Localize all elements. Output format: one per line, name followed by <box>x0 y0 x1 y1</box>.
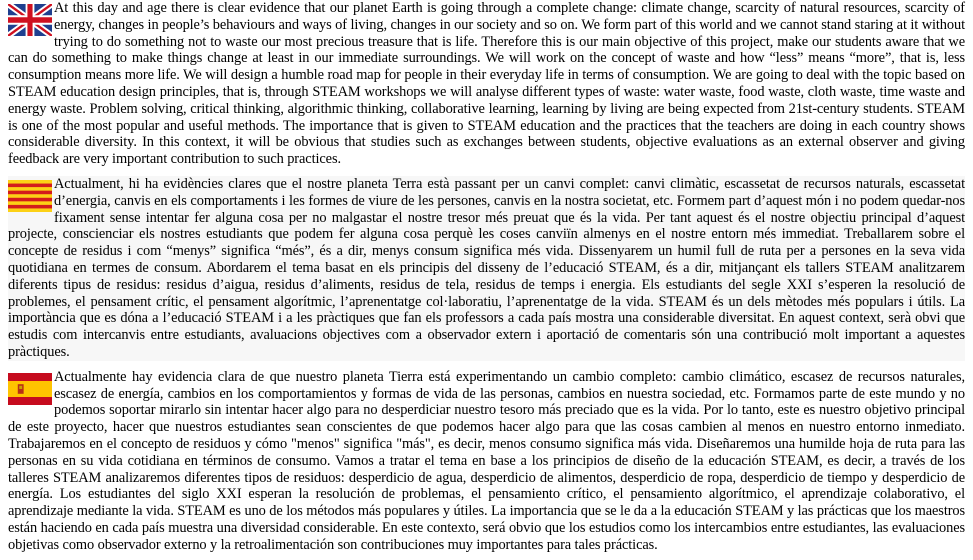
catalan-section <box>8 176 965 361</box>
spanish-section <box>8 369 965 554</box>
spanish-paragraph <box>8 369 965 554</box>
uk-flag-icon <box>8 4 52 36</box>
english-paragraph <box>8 0 965 168</box>
english-section <box>8 0 965 168</box>
catalonia-flag-icon <box>8 180 52 212</box>
catalan-text: Actualment, hi ha evidències clares que el nostre planeta Terra està passant per un canvi complet: canvi climàtic, escassetat de recursos naturals, escassetat d’energia, canvis en els comportaments i les formes de viure de les persones, canvis en la nostra societat, etc. Formem part d’aquest món i no podem quedar-nos fixament sense intentar fer alguna cosa per no malgastar el nostre tresor més preuat que és la vida. Per tant aquest és el nostre objectiu principal d’aquest projecte, conscienciar els nostres estudiants que podem fer alguna cosa perquè les coses canviïn almenys en el nostre entorn més immediat. Treballarem sobre el concepte de residus i com “menys” significa “més”, és a dir, menys consum significa més vida. Dissenyarem un humil full de ruta per a persones en la seva vida quotidiana en termes de consum. Abordarem el tema basat en els principis del disseny de l’educació STEAM, és a dir, mitjançant els tallers STEAM analitzarem diferents tipus de residus: residus d’aigua, residus d’aliments, residus de tela, residus de temps i energia. Els estudiants del segle XXI s’esperen la resolució de problemes, el pensament crític, el pensament algorítmic, l’aprenentatge col·laboratiu, l’aprenentatge de la vida. STEAM és un dels mètodes més populars i útils. La importància que es dóna a l’educació STEAM i a les pràctiques que fan els professors a cada país mostra una considerable diversitat. En aquest context, serà obvi que estudis com intercanvis entre estudiants, avaluacions objectives com a observador extern i aportació de comentaris són una contribució molt important a aquestes pràctiques. <box>8 175 965 360</box>
english-text: At this day and age there is clear evidence that our planet Earth is going through a complete change: climate change, scarcity of natural resources, scarcity of energy, changes in people’s behaviours and ways of living, changes in our society and so on. We form part of this world and we cannot stand staring at it without trying to do something not to waste our most precious treasure that is life. Therefore this is our main objective of this project, make our students aware that we can do something to make things change at least in our immediate surroundings. We will work on the concept of waste and how “less” means “more”, that is, less consumption means more life. We will design a humble road map for people in their everyday life in terms of consumption. We are going to deal with the topic based on STEAM education design principles, that is, through STEAM workshops we will analyse different types of waste: water waste, food waste, cloth waste, time waste and energy waste. Problem solving, critical thinking, algorithmic thinking, collaborative learning, learning by living are being expected from 21st-century students. STEAM is one of the most popular and useful methods. The importance that is given to STEAM education and the practices that the teachers are doing in each country shows considerable diversity. In this context, it will be obvious that studies such as exchanges between students, objective evaluations as an external observer and giving feedback are very important contribution to such practices. <box>8 0 965 168</box>
spain-flag-icon <box>8 373 52 405</box>
catalan-paragraph <box>8 176 965 361</box>
spanish-text: Actualmente hay evidencia clara de que nuestro planeta Tierra está experimentando un cambio completo: cambio climático, escasez de recursos naturales, escasez de energía, cambios en los comportamientos y formas de vida de las personas, cambios en nuestra sociedad, etc. Formamos parte de este mundo y no podemos soportar mirarlo sin intentar hacer algo para no desperdiciar nuestro tesoro más preciado que es la vida. Por lo tanto, este es nuestro objetivo principal de este proyecto, hacer que nuestros estudiantes sean conscientes de que podemos hacer algo para que las cosas cambien al menos en nuestro entorno inmediato. Trabajaremos en el concepto de residuos y cómo "menos" significa "más", es decir, menos consumo significa más vida. Diseñaremos una humilde hoja de ruta para las personas en su vida cotidiana en términos de consumo. Vamos a tratar el tema en base a los principios de diseño de la educación STEAM, es decir, a través de los talleres STEAM analizaremos diferentes tipos de residuos: desperdicio de agua, desperdicio de alimentos, desperdicio de ropa, desperdicio de tiempo y desperdicio de energía. Los estudiantes del siglo XXI esperan la resolución de problemas, el pensamiento crítico, el pensamiento algorítmico, el aprendizaje colaborativo, el aprendizaje mediante la vida. STEAM es uno de los métodos más populares y útiles. La importancia que se le da a la educación STEAM y las prácticas que los maestros están haciendo en cada país muestra una diversidad considerable. En este contexto, será obvio que los estudios como los intercambios entre estudiantes, las evaluaciones objetivas como observador externo y la retroalimentación son contribuciones muy importantes para tales prácticas. <box>8 368 965 553</box>
